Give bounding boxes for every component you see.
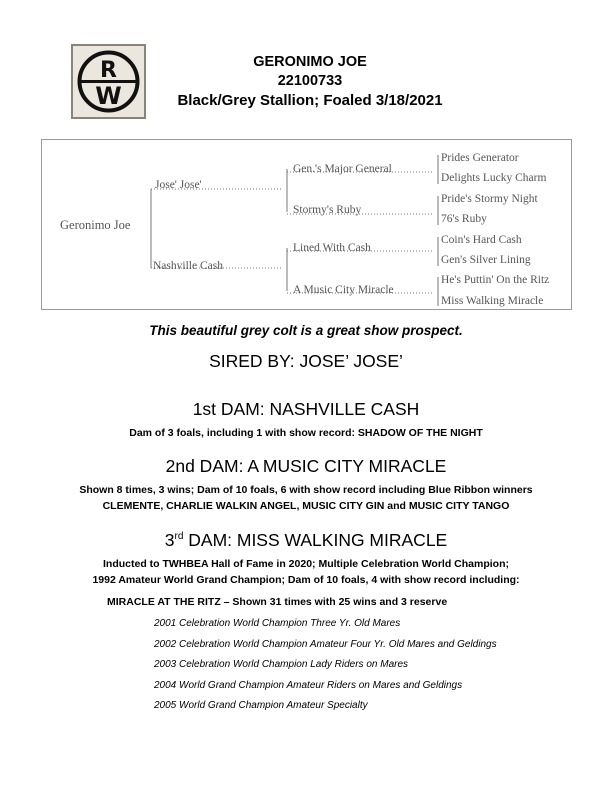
pedigree-ggp-8: Miss Walking Miracle <box>441 295 544 307</box>
third-dam-ordinal: rd <box>174 531 184 543</box>
record-item-1: 2001 Celebration World Champion Three Yr. Old Mares <box>154 618 401 629</box>
pedigree-dam-dam: A Music City Miracle <box>293 284 394 296</box>
record-item-5: 2005 World Grand Champion Amateur Specialty <box>154 700 368 711</box>
third-dam-details-1: Inducted to TWHBEA Hall of Fame in 2020; Multiple Celebration World Champion; <box>102 558 510 570</box>
logo-letter-w: W <box>95 82 122 110</box>
record-item-3: 2003 Celebration World Champion Lady Riders on Mares <box>154 659 409 670</box>
logo-letter-r: R <box>100 58 117 83</box>
pedigree-dam-sire: Lined With Cash <box>293 242 371 254</box>
pedigree-ggp-4: 76's Ruby <box>441 213 487 225</box>
miracle-at-the-ritz: MIRACLE AT THE RITZ – Shown 31 times with 25 wins and 3 reserve <box>107 596 448 608</box>
pedigree-ggp-2: Delights Lucky Charm <box>441 172 547 184</box>
horse-header <box>160 53 460 110</box>
pedigree-sire-dam: Stormy's Ruby <box>293 204 362 216</box>
sired-by-heading: SIRED BY: JOSE’ JOSE’ <box>209 351 403 371</box>
pedigree-ggp-6: Gen's Silver Lining <box>441 254 531 266</box>
third-dam-heading <box>0 530 612 551</box>
record-item-4: 2004 World Grand Champion Amateur Riders on Mares and Geldings <box>154 680 463 691</box>
pedigree-chart <box>41 139 572 310</box>
pedigree-ggp-7: He's Puttin' On the Ritz <box>441 274 550 286</box>
pedigree-dam: Nashville Cash <box>153 260 223 272</box>
horse-description: Black/Grey Stallion; Foaled 3/18/2021 <box>177 92 443 109</box>
pedigree-ggp-1: Prides Generator <box>441 152 519 164</box>
second-dam-details-1: Shown 8 times, 3 wins; Dam of 10 foals, 6 with show record including Blue Ribbon winners <box>79 484 533 496</box>
pedigree-ggp-5: Coin's Hard Cash <box>441 234 522 246</box>
tagline: This beautiful grey colt is a great show prospect. <box>149 323 463 338</box>
record-item-2: 2002 Celebration World Champion Amateur Four Yr. Old Mares and Geldings <box>154 639 497 650</box>
third-dam-details-2: 1992 Amateur World Grand Champion; Dam of 10 foals, 4 with show record including: <box>92 574 520 586</box>
registration-number: 22100733 <box>277 73 343 89</box>
pedigree-sire: Jose' Jose' <box>155 179 202 191</box>
pedigree-ggp-3: Pride's Stormy Night <box>441 193 538 205</box>
third-dam-name: DAM: MISS WALKING MIRACLE <box>183 530 448 550</box>
second-dam-details-2: CLEMENTE, CHARLIE WALKIN ANGEL, MUSIC CITY GIN and MUSIC CITY TANGO <box>102 500 510 512</box>
farm-logo <box>71 44 146 119</box>
first-dam-details: Dam of 3 foals, including 1 with show record: SHADOW OF THE NIGHT <box>129 427 483 439</box>
pedigree-subject: Geronimo Joe <box>60 218 131 232</box>
second-dam-heading: 2nd DAM: A MUSIC CITY MIRACLE <box>165 456 447 476</box>
pedigree-sire-sire: Gen.'s Major General <box>293 163 392 175</box>
first-dam-heading: 1st DAM: NASHVILLE CASH <box>192 399 420 419</box>
horse-name: GERONIMO JOE <box>253 54 367 70</box>
third-dam-num: 3 <box>164 530 175 550</box>
